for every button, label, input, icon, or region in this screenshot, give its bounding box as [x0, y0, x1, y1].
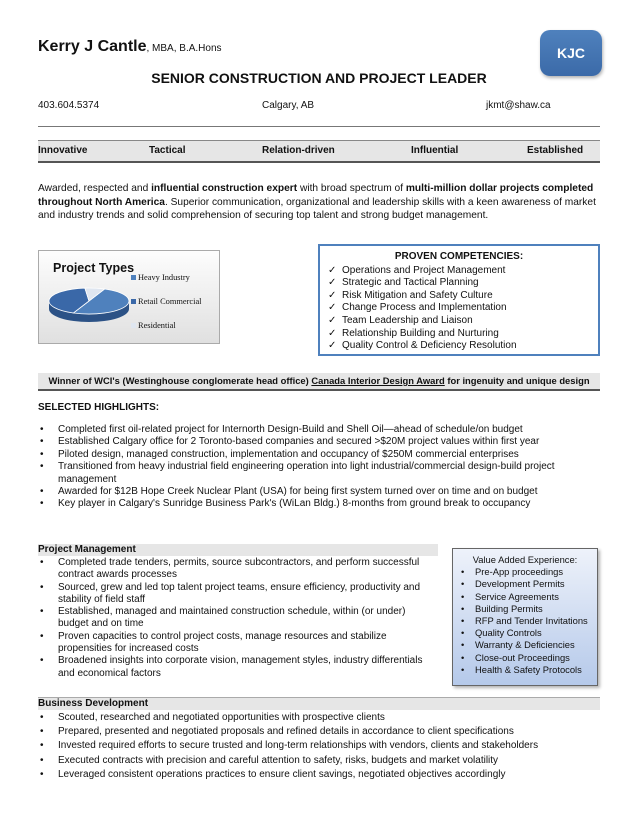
check-icon: ✓ — [328, 314, 337, 326]
business-development — [38, 711, 613, 782]
project-types-chart — [38, 250, 220, 344]
value-added-list — [453, 566, 597, 676]
highlights-title: SELECTED HIGHLIGHTS: — [38, 402, 160, 413]
award-banner — [38, 373, 600, 391]
competencies-title: PROVEN COMPETENCIES: — [394, 251, 524, 262]
list-item: • Key player in Calgary's Sunridge Business Park's (WiLan Bldg.) 8-months from ground break to occupancy — [38, 498, 600, 510]
check-icon: ✓ — [328, 340, 337, 352]
list-item: • Piloted design, managed construction, implementation and occupancy of $250M commercial enterprises — [38, 449, 600, 461]
list-item: • Scouted, researched and negotiated opportunities with prospective clients — [38, 711, 613, 725]
check-icon: ✓ — [328, 302, 337, 314]
highlights — [38, 424, 600, 511]
business-development-title: Business Development — [38, 697, 600, 710]
location: Calgary, AB — [262, 100, 315, 111]
list-item: • Close-out Proceedings — [453, 652, 597, 664]
divider — [38, 126, 600, 127]
trait: Established — [527, 145, 584, 156]
list-item: • Warranty & Deficiencies — [453, 639, 597, 651]
list-item: ✓ Quality Control & Deficiency Resolution — [328, 340, 517, 352]
legend-item: Heavy Industry — [131, 273, 190, 282]
traits-bar — [38, 140, 600, 163]
list-item: • Invested required efforts to secure trusted and long-term relationships with vendors, clients and stakeholders — [38, 739, 613, 753]
summary-text: Awarded, respected and — [38, 183, 152, 194]
award-name: Canada Interior Design Award — [311, 375, 445, 386]
email: jkmt@shaw.ca — [486, 100, 551, 111]
highlights-list — [38, 424, 600, 511]
candidate-name — [38, 38, 222, 56]
project-management-list — [38, 557, 433, 680]
award-text: Winner of WCI's (Westinghouse conglomerate head office) — [48, 375, 312, 386]
list-item: • Established Calgary office for 2 Toronto-based companies and secured >$20M project values within first year — [38, 436, 600, 448]
list-item: ✓ Risk Mitigation and Safety Culture — [328, 289, 493, 301]
list-item: ✓ Team Leadership and Liaison — [328, 314, 473, 326]
list-item: ✓ Relationship Building and Nurturing — [328, 327, 499, 339]
competencies-box — [318, 244, 600, 356]
check-icon: ✓ — [328, 264, 337, 276]
list-item: • Established, managed and maintained construction schedule, within (or under) budget and on time — [38, 606, 433, 631]
list-item: • Sourced, grew and led top talent project teams, ensure efficiency, productivity and stability of field staff — [38, 582, 433, 607]
summary-bold: multi-million dollar projects completed throughout North America — [38, 183, 594, 208]
list-item: • Leveraged consistent operations practices to ensure client savings, negotiated objectives accordingly — [38, 768, 613, 782]
list-item: • Broadened insights into corporate vision, management styles, industry differentials and economical factors — [38, 655, 433, 680]
list-item: • Completed trade tenders, permits, source subcontractors, and perform successful contract awards processes — [38, 557, 433, 582]
trait: Influential — [411, 145, 459, 156]
phone: 403.604.5374 — [38, 100, 100, 111]
list-item: • RFP and Tender Invitations — [453, 615, 597, 627]
pie-svg — [45, 279, 137, 335]
trait: Relation-driven — [262, 145, 335, 156]
summary-bold: influential construction expert — [151, 183, 298, 194]
trait: Innovative — [38, 145, 88, 156]
name-text: Kerry J Cantle — [38, 38, 147, 55]
legend-item: Retail Commercial — [131, 297, 202, 306]
award-text: for ingenuity and unique design — [444, 375, 590, 386]
list-item: • Building Permits — [453, 603, 597, 615]
value-added-title: Value Added Experience: — [472, 554, 578, 565]
list-item: • Development Permits — [453, 578, 597, 590]
list-item: ✓ Strategic and Tactical Planning — [328, 277, 479, 289]
check-icon: ✓ — [328, 277, 337, 289]
list-item: • Pre-App proceedings — [453, 566, 597, 578]
value-added-box — [452, 548, 598, 686]
summary-paragraph — [38, 182, 602, 223]
list-item: ✓ Change Process and Implementation — [328, 302, 507, 314]
list-item: • Health & Safety Protocols — [453, 664, 597, 676]
list-item: ✓ Operations and Project Management — [328, 264, 506, 276]
initials-badge: KJC — [540, 30, 602, 76]
list-item: • Transitioned from heavy industrial field engineering operation into light industrial/commercial design-build project management — [38, 461, 600, 486]
list-item: • Quality Controls — [453, 627, 597, 639]
list-item: • Executed contracts with precision and careful attention to safety, risks, budgets and market volatility — [38, 754, 613, 768]
summary-text: . Superior communication, organizational and leadership skills with a keen awareness of market and industry trends and solid comprehension of securing top talent and strong budget management. — [38, 196, 596, 222]
chart-title: Project Types — [53, 261, 135, 275]
business-development-list — [38, 711, 613, 782]
check-icon: ✓ — [328, 327, 337, 339]
credentials: , MBA, B.A.Hons — [146, 43, 222, 54]
project-management — [38, 557, 433, 680]
list-item: • Prepared, presented and negotiated proposals and refined details in accordance to client specifications — [38, 725, 613, 739]
headline: SENIOR CONSTRUCTION AND PROJECT LEADER — [151, 70, 487, 86]
list-item: • Awarded for $12B Hope Creek Nuclear Plant (USA) for being first system turned over on time and on budget — [38, 486, 600, 498]
trait: Tactical — [149, 145, 186, 156]
check-icon: ✓ — [328, 289, 337, 301]
summary-text: with broad spectrum of — [297, 183, 406, 194]
competencies-list — [320, 265, 598, 353]
list-item: • Service Agreements — [453, 591, 597, 603]
legend-item: Residential — [131, 321, 176, 330]
project-management-title: Project Management — [38, 544, 438, 556]
list-item: • Completed first oil-related project for Internorth Design-Build and Shell Oil—ahead of schedule/on budget — [38, 424, 600, 436]
list-item: • Proven capacities to control project costs, manage resources and stabilize propensities for increased costs — [38, 631, 433, 656]
